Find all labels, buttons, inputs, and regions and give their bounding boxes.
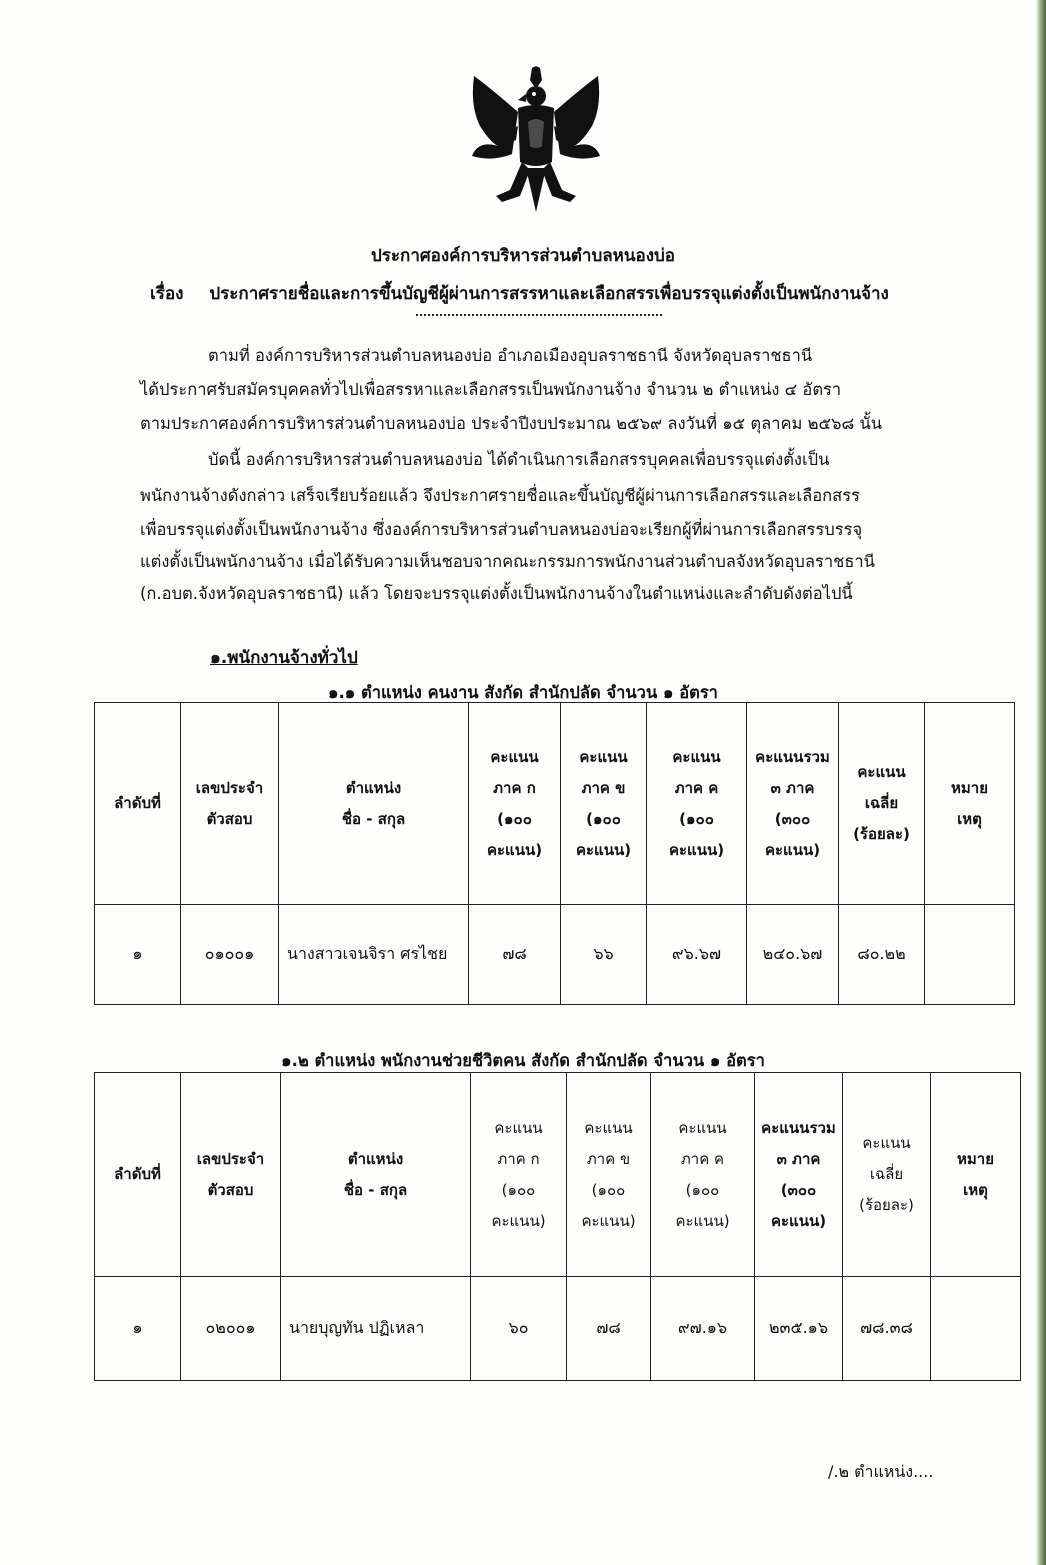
cell-part-b: ๗๘ [567,1277,651,1381]
col-part-c: คะแนน ภาค ค (๑๐๐ คะแนน) [651,1073,755,1277]
cell-average: ๗๘.๓๘ [843,1277,931,1381]
position-heading: ๑.๒ ตำแหน่ง พนักงานช่วยชีวิตคน สังกัด สำนักปลัด จำนวน ๑ อัตรา [281,1051,765,1070]
col-exam-id: เลขประจำ ตัวสอบ [181,1073,281,1277]
body-line: ตามที่ องค์การบริหารส่วนตำบลหนองบ่อ อำเภอเมืองอุบลราชธานี จังหวัดอุบลราชธานี [208,346,813,365]
table-header-row [95,1073,1021,1277]
cell-remark [925,905,1015,1005]
body-line: พนักงานจ้างดังกล่าว เสร็จเรียบร้อยแล้ว จึงประกาศรายชื่อและขึ้นบัญชีผู้ผ่านการเลือกสรรและเลือกสรร [140,486,860,505]
col-average: คะแนน เฉลี่ย (ร้อยละ) [843,1073,931,1277]
garuda-emblem-icon [468,66,604,212]
cell-name: นางสาวเจนจิรา ศรไชย [279,905,469,1005]
col-total: คะแนนรวม ๓ ภาค (๓๐๐ คะแนน) [755,1073,843,1277]
subject-text: ประกาศรายชื่อและการขึ้นบัญชีผู้ผ่านการสรรหาและเลือกสรรเพื่อบรรจุแต่งตั้งเป็นพนักงานจ้าง [209,284,889,304]
background-edge [1036,0,1046,1565]
col-average: คะแนน เฉลี่ย (ร้อยละ) [839,703,925,905]
cell-part-a: ๗๘ [469,905,561,1005]
cell-total: ๒๓๕.๑๖ [755,1277,843,1381]
col-exam-id: เลขประจำ ตัวสอบ [181,703,279,905]
table-header-row [95,703,1015,905]
col-part-b: คะแนน ภาค ข (๑๐๐ คะแนน) [567,1073,651,1277]
body-line: เพื่อบรรจุแต่งตั้งเป็นพนักงานจ้าง ซึ่งองค์การบริหารส่วนตำบลหนองบ่อจะเรียกผู้ที่ผ่านการเลือกสรรบรรจุ [140,520,863,539]
position-heading: ๑.๑ ตำแหน่ง คนงาน สังกัด สำนักปลัด จำนวน ๑ อัตรา [328,683,718,702]
cell-total: ๒๔๐.๖๗ [747,905,839,1005]
cell-part-c: ๙๗.๑๖ [651,1277,755,1381]
cell-average: ๘๐.๒๒ [839,905,925,1005]
col-part-a: คะแนน ภาค ก (๑๐๐ คะแนน) [469,703,561,905]
section-heading: ๑.พนักงานจ้างทั่วไป [210,648,358,668]
cell-part-c: ๙๖.๖๗ [647,905,747,1005]
col-total: คะแนนรวม ๓ ภาค (๓๐๐ คะแนน) [747,703,839,905]
score-table [94,1072,1021,1381]
cell-part-b: ๖๖ [561,905,647,1005]
col-name: ตำแหน่ง ชื่อ - สกุล [279,703,469,905]
table-row [95,905,1015,1005]
body-line: ได้ประกาศรับสมัครบุคคลทั่วไปเพื่อสรรหาและเลือกสรรเป็นพนักงานจ้าง จำนวน ๒ ตำแหน่ง ๔ อัตรา [140,380,842,399]
cell-remark [931,1277,1021,1381]
cell-exam-id: ๐๑๐๐๑ [181,905,279,1005]
subject-label: เรื่อง [150,284,184,304]
body-line: ตามประกาศองค์การบริหารส่วนตำบลหนองบ่อ ประจำปีงบประมาณ ๒๕๖๙ ลงวันที่ ๑๕ ตุลาคม ๒๕๖๘ นั้น [140,414,883,433]
cell-order: ๑ [95,905,181,1005]
table-row [95,1277,1021,1381]
col-part-c: คะแนน ภาค ค (๑๐๐ คะแนน) [647,703,747,905]
body-line: แต่งตั้งเป็นพนักงานจ้าง เมื่อได้รับความเห็นชอบจากคณะกรรมการพนักงานส่วนตำบลจังหวัดอุบลราชธานี [140,552,875,571]
col-remark: หมาย เหตุ [931,1073,1021,1277]
org-title: ประกาศองค์การบริหารส่วนตำบลหนองบ่อ [370,246,676,266]
subject-line [150,280,889,307]
cell-part-a: ๖๐ [471,1277,567,1381]
col-part-b: คะแนน ภาค ข (๑๐๐ คะแนน) [561,703,647,905]
col-order: ลำดับที่ [95,1073,181,1277]
col-part-a: คะแนน ภาค ก (๑๐๐ คะแนน) [471,1073,567,1277]
col-remark: หมาย เหตุ [925,703,1015,905]
score-table [94,702,1015,1005]
page-continuation: /.๒ ตำแหน่ง.... [828,1462,934,1481]
cell-order: ๑ [95,1277,181,1381]
body-line: (ก.อบต.จังหวัดอุบลราชธานี) แล้ว โดยจะบรรจุแต่งตั้งเป็นพนักงานจ้างในตำแหน่งและลำดับดังต่อไปนี้ [140,584,853,603]
col-order: ลำดับที่ [95,703,181,905]
col-name: ตำแหน่ง ชื่อ - สกุล [281,1073,471,1277]
cell-name: นายบุญทัน ปฏิเหลา [281,1277,471,1381]
body-line: บัดนี้ องค์การบริหารส่วนตำบลหนองบ่อ ได้ดำเนินการเลือกสรรบุคคลเพื่อบรรจุแต่งตั้งเป็น [208,450,830,469]
dotted-separator [416,314,662,316]
cell-exam-id: ๐๒๐๐๑ [181,1277,281,1381]
